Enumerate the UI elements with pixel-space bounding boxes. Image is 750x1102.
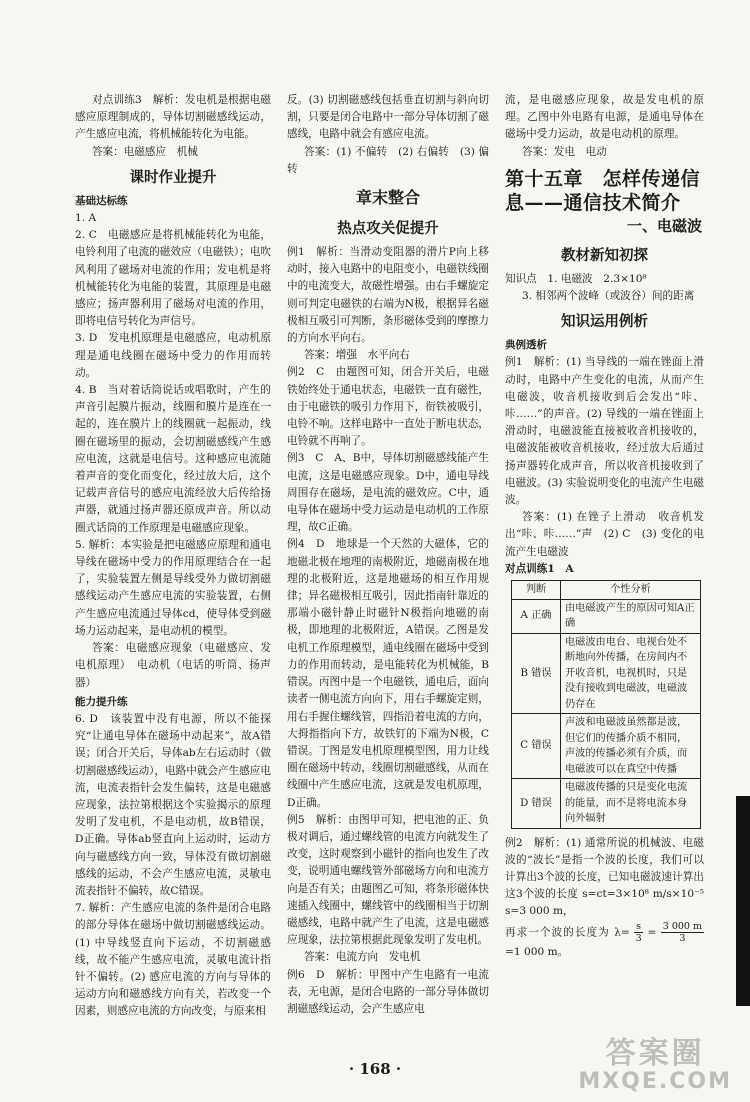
- table-header: 判断: [512, 581, 561, 600]
- practice-3-answer: 答案：电磁感应 机械: [91, 145, 198, 158]
- table-cell: 由电磁波产生的原因可知A正确: [561, 599, 701, 633]
- fraction: [661, 921, 704, 944]
- middle-column: [287, 92, 489, 1018]
- answer-item: 7. 解析：产生感应电流的条件是闭合电路的部分导体在磁场中做切割磁感线运动。(1) 中导线竖直向下运动，不切割磁感线，故不能产生感应电流，灵敏电流计指针不偏转。(2) 感应电流的方向与导体的运动方向和磁感线方向有关，若改变一个因素，则感应电流的方向改变，与原来相: [75, 902, 271, 1018]
- hotspot-heading: 热点攻关促提升: [337, 220, 439, 238]
- answer-item: 3. D 发电机原理是电磁感应，电动机原理是通电线圈在磁场中受力的作用而转动。: [75, 332, 271, 379]
- table-cell: 电磁波传播的只是变化电流的能量，而不是将电流本身向外辐射: [561, 779, 701, 829]
- right-column: [505, 92, 704, 961]
- answer-item: 答案：电磁感应现象（电磁感应、发电机原理） 电动机（电话的听筒、扬声器）: [75, 642, 271, 689]
- example-answer: 答案：增强 水平向右: [303, 349, 410, 362]
- watermark-en: MXQE.COM: [578, 1069, 732, 1094]
- table-header: 个性分析: [561, 581, 701, 600]
- formula-result: =1 000 m。: [505, 945, 569, 958]
- practice-label: 对点训练1 A: [505, 562, 574, 575]
- application-heading: 知识运用例析: [561, 313, 648, 331]
- formula-text: 再求一个波的长度为 λ=: [505, 926, 630, 939]
- formula-line: [505, 921, 704, 961]
- answer-line: 答案：(1) 不偏转 (2) 右偏转 (3) 偏转: [287, 145, 489, 175]
- table-cell: A 正确: [512, 599, 561, 633]
- example-item: 例5 解析：由图甲可知，把电池的正、负极对调后，通过螺线管的电流方向就发生了改变，这时观察到小磁针的指向也发生了改变，说明通电螺线管外部磁场方向和电流方向是否有关；由题图乙可知，将条形磁体快速插入线圈中，螺线管中的线圈相当于切割磁感线，电路中就产生了电流，这是电磁感应现象，法拉第根据此现象发明了发电机。: [287, 813, 489, 947]
- answer-line: 答案：发电 电动: [521, 145, 607, 158]
- section-heading: 课时作业提升: [129, 168, 217, 186]
- answer-item: 1. A: [75, 212, 97, 225]
- page-number: · 168 ·: [348, 1060, 402, 1078]
- fraction: [634, 921, 643, 944]
- denominator: 3: [679, 932, 686, 944]
- table-cell: 声波和电磁波虽然都是波，但它们的传播介质不相同，声波的传播必须有介质，而电磁波可以在真空中传播: [561, 714, 701, 779]
- new-knowledge-heading: 教材新知初探: [561, 246, 648, 264]
- continued-text: 流，是电磁感应现象，故是发电机的原理。乙图中外电路有电源，是通电导体在磁场中受力运动，故是电动机的原理。: [505, 94, 704, 141]
- example-item: 例4 D 地球是一个天然的大磁体，它的地磁北极在地理的南极附近，地磁南极在地理的北极附近，这是地磁场的相互作用规律；异名磁极相互吸引，因此指南针靠近的那端小磁针静止时磁针N极指向地磁的南极，即地理的北极附近，A错误。乙图是发电机工作原理模型，通电线圈在磁场中受到力的作用而转动，是电能转化为机械能，B错误。丙图中是一个电磁铁，通电后，面向读者一侧电流方向向下，用右手螺旋定则，用右手握住螺线管，四指沿着电流的方向，大拇指指向下方，故铁钉的下端为N极，C错误。丁图是发电机原理模型图，用力让线圈在磁场中转动，线圈切割磁感线，从而在线圈中产生感应电流，这就是发电机原理，D正确。: [287, 538, 489, 809]
- continued-text: 反。(3) 切割磁感线包括垂直切割与斜向切割，只要是闭合电路中一部分导体切割了磁感线，电路中就会有感应电流。: [287, 94, 489, 141]
- answer-item: 2. C 电磁感应是将机械能转化为电能，电铃利用了电流的磁效应（电磁铁）；电吹风利用了磁场对电流的作用；发电机是将机械能转化为电能的装置，其原理是电磁感应；扬声器利用了磁场对电流的作用，即将电信号转化为声信号。: [75, 229, 271, 328]
- denominator: 3: [635, 932, 642, 944]
- answer-item: 6. D 该装置中没有电源，所以不能探究“让通电导体在磁场中动起来”，故A错误；闭合开关后，导体ab左右运动时（做切割磁感线运动），电路中就会产生感应电流，电流表指针会发生偏转，这是电磁感应现象，法拉第根据这个实验揭示的原理发明了发电机，不是电动机，故B错误，D正确。导体ab竖直向上运动时，运动方向与磁感线方向一致，导体没有做切割磁感线的运动，不会产生感应电流，灵敏电流表指针不偏转，故C错误。: [75, 712, 271, 897]
- example-answer: 答案：电流方向 发电机: [303, 951, 421, 964]
- table-row: [512, 633, 701, 714]
- practice-3-analysis: 对点训练3 解析：发电机是根据电磁感应原理制成的，导体切割磁感线运动，产生感应电流，将机械能转化为电能。: [75, 94, 271, 141]
- subsection-label: 典例透析: [505, 339, 547, 352]
- left-column: [75, 92, 271, 1021]
- section-title: 一、电磁波: [626, 216, 702, 235]
- table-cell: 电磁波由电台、电视台处不断地向外传播，在房间内不开收音机，电视机时，只是没有接收到电磁波，电磁波仍存在: [561, 633, 701, 714]
- table-cell: D 错误: [512, 779, 561, 829]
- chapter-review-heading: 章末整合: [355, 188, 420, 208]
- equals-sign: =: [647, 926, 657, 939]
- numerator: 3 000 m: [662, 920, 703, 932]
- chapter-title: 第十五章 怎样传递信息——通信技术简介: [505, 167, 701, 214]
- watermark-cn: 答案圈: [605, 1036, 705, 1071]
- answer-item: 4. B 当对着话筒说话或唱歌时，产生的声音引起膜片振动，线圈和膜片是连在一起的，连在膜片上的线圈就一起振动，线圈在磁场里的振动，会切割磁感线产生感应电流，这就是电信号。这种感应电流随着声音的变化而变化，经过放大后，这个记载声音信号的感应电流经放大后传给扬声器，就通过扬声器还原成声音。所以动圈式话筒的工作原理是电磁感应现象。: [75, 384, 271, 534]
- table-row: [512, 779, 701, 829]
- subsection-label: 基础达标练: [75, 194, 128, 207]
- example-item: 例2 解析：(1) 通常所说的机械波、电磁波的“波长”是指一个波的长度，我们可以计算出3个波的长度，已知电磁波速计算出这3个波的长度 s=ct=3×10⁸ m/s×10⁻⁵ s=3 000 m，: [505, 836, 704, 918]
- subsection-label: 能力提升练: [75, 695, 128, 708]
- answer-item: 5. 解析：本实验是把电磁感应原理和通电导线在磁场中受力的作用原理结合在一起了，实验装置左侧是导线受外力做切割磁感线运动产生感应电流的实验装置，右侧产生感应电流通过导体cd，使导体受到磁场力运动起来，是电动机的模型。: [75, 538, 271, 637]
- example-item: 例2 C 由题图可知，闭合开关后，电磁铁始终处于通电状态，电磁铁一直有磁性，由于电磁铁的吸引力作用下，衔铁被吸引，电铃不响。这样电路中一直处于断电状态，电铃就不再响了。: [287, 366, 489, 448]
- example-item: 例1 解析：(1) 当导线的一端在锉面上滑动时，电路中产生变化的电流，从而产生电磁波，收音机接收到后会发出“咔、咔……”的声音。(2) 导线的一端在锉面上滑动时，电磁波能直接被收音机接收的，电磁波能被收音机接收，经过放大后通过扬声器转化成声音，所以收音机接收到了电磁波。(3) 实验说明变化的电流产生电磁波。: [505, 356, 704, 507]
- analysis-table: [511, 580, 701, 829]
- table-cell: B 错误: [512, 633, 561, 714]
- table-header-row: [512, 581, 701, 600]
- example-item: 例3 C A、B中，导体切割磁感线能产生电流，这是电磁感应现象。D中，通电导线周围存在磁场，是电流的磁效应。C中，通电导体在磁场中受力运动是电动机的工作原理，故C正确。: [287, 452, 489, 534]
- table-row: [512, 599, 701, 633]
- knowledge-point: 3. 相邻两个波峰（或波谷）间的距离: [521, 290, 695, 303]
- page-edge-bar: [736, 796, 750, 1006]
- example-item: 例6 D 解析：甲图中产生电路有一电流表，无电源，是闭合电路的一部分导体做切割磁感线运动，会产生感应电: [287, 968, 489, 1015]
- knowledge-point: 知识点 1. 电磁波 2.3×10⁸: [505, 272, 647, 285]
- example-answer: 答案：(1) 在锉子上滑动 收音机发出“咔、咔……”声 (2) C (3) 变化的电流产生电磁波: [505, 511, 704, 558]
- numerator: s: [636, 920, 642, 932]
- example-item: 例1 解析：当滑动变阻器的滑片P向上移动时，接入电路中的电阻变小，电磁铁线圈中的电流变大，故磁性增强。由右手螺旋定则可判定电磁铁的右端为N极，根据异名磁极相互吸引可判断，条形磁体受到的摩擦力的方向水平向右。: [287, 246, 489, 345]
- table-row: [512, 714, 701, 779]
- table-cell: C 错误: [512, 714, 561, 779]
- watermark-logo: [578, 1038, 732, 1094]
